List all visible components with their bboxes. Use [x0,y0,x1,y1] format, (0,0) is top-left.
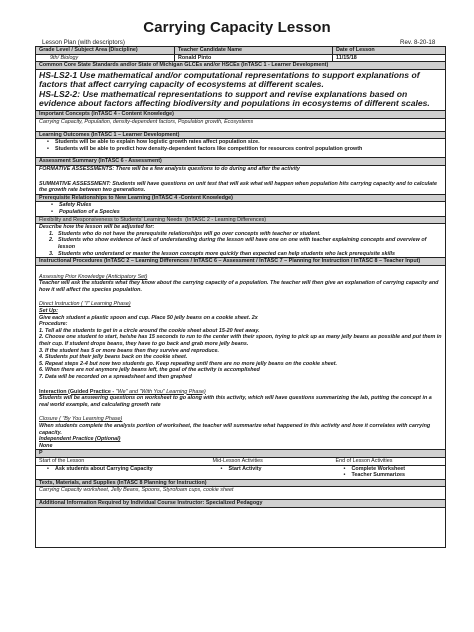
end-item: • Teacher Summarizes [344,472,443,479]
interaction-text: Students will be answering questions on worksheet to go along with this activity, which will have questions summarizing the lab, putting the concept in a real world example, and calculating growth rate [39,395,432,408]
flex-item-text: Students who understand or master the lesson concepts more quickly than expected can help students who lack prerequisite skills [58,250,396,257]
interaction-label-main: Interaction (Guided Practice - [39,388,116,395]
procedure-label: Procedure: [39,321,68,328]
mid-header: Mid-Lesson Activities [210,457,333,465]
standards-header: Common Core State Standards and/or State of Michigan GLCEs and/or HSCEs (InTASC 1 - Learner Development) [36,62,446,70]
flex-item [49,251,442,258]
concepts-header: Important Concepts (InTASC 4 - Content Knowledge) [36,111,446,119]
prereq-header: Prerequisite Relationships to New Learning (InTASC 4 -Content Knowledge) [36,194,446,202]
prereq-item: • Population of a Species [51,209,442,216]
materials-header: Texts, Materials, and Supplies (InTASC 8 Planning for Instruction) [36,479,446,487]
grade-header: Grade Level / Subject Area (Discipline) [36,47,175,55]
date-header: Date of Lesson [333,47,446,55]
p-row: P [36,450,446,458]
standards-cell [36,69,446,111]
closure-text: When students complete the analysis portion of worksheet, the teacher will summarize what happened in this activity and how it correlates with carrying capacity. [39,422,431,436]
flex-header-main: Flexibility and Responsiveness to Students' Learning Needs [39,216,183,223]
flex-item-text: Students who do not have the prerequisite relationships will go over concepts with teacher or student. [58,230,321,237]
closure-label: Closure ( "By You Learning Phase) [39,416,123,423]
flex-item [49,231,442,238]
prior-knowledge-text: Teacher will ask the students what they know about the carrying capacity of a population. The teacher will then give an explanation of carrying capacity and how it will affect the species population. [39,280,439,293]
outcomes-cell [36,139,446,158]
procedures-header: Instructional Procedures (InTASC 2 – Learning Differences / InTASC 6 – Assessment / InTASC 7 – Planning for Instruction / InTASC 8 – Teacher Input) [36,258,446,266]
direct-instruction-label: Direct Instruction ( "I" Learning Phase) [39,301,131,308]
flex-item-number: 2. [49,237,54,244]
start-item: • Ask students about Carrying Capacity [47,466,172,473]
start-header: Start of the Lesson [36,457,175,465]
revision-label: Rev. 8-20-18 [400,39,436,46]
flex-intro: Describe how the lesson will be adjusted for: [39,224,155,231]
prereq-item: • Safety Rules [51,202,442,209]
interaction-label-phase: "We" and "With You" Learning Phase) [115,388,206,395]
activities-header-row [36,457,446,465]
additional-info-header: Additional Information Required by Individual Course Instructor: Specialized Pedagogy [36,499,446,507]
materials-text: Carrying Capacity worksheet, Jelly Beans, Spoons, Styrofoam cups, cookie sheet [39,487,234,494]
date-value: 11/15/18 [333,54,446,62]
procedure-step: 4. Students put their jelly beans back on the cookie sheet. [39,354,188,361]
prereq-cell [36,202,446,216]
interaction-label [39,389,442,396]
procedure-step: 1. Tell all the students to get in a circle around the cookie sheet about 15-20 feet away. [39,327,260,334]
outcome-item: • Students will be able to explain how logistic growth rates affect population size. [47,139,442,146]
outcome-item: • Students will be able to predict how density-dependent factors like competition for resources control population growth [47,146,442,153]
assessment-cell [36,165,446,194]
flex-cell [36,224,446,258]
mid-item: • Start Activity [221,466,330,473]
flex-item [49,237,442,250]
setup-label: Set Up: [39,308,58,315]
header-row [36,47,446,55]
end-item: • Complete Worksheet [344,466,443,473]
summative-assessment: SUMMATIVE ASSESSMENT: Students will have questions on unit test that will ask what will happen when population hits carrying capacity and to calculate the growth rate between two generations. [39,180,437,194]
materials-cell [36,487,446,500]
lesson-plan-label: Lesson Plan (with descriptors) [42,39,125,46]
prior-knowledge-label: Assessing Prior Knowledge (Anticipatory Set) [39,273,148,280]
concepts-cell [36,119,446,132]
flex-item-number: 3. [49,250,54,257]
flex-header-intasc: (InTASC 2 - Learning Differences) [185,216,267,223]
flex-item-text: Students who show evidence of lack of understanding during the lesson will have one on one with teacher explaining concepts and overview of lesson [58,237,427,250]
standard-hs-ls2-2: HS-LS2-2: Use mathematical representations to support and revise explanations based on evidence about factors affecting biodiversity and populations in ecosystems of different scales. [39,88,430,108]
header-values-row [36,54,446,62]
standard-hs-ls2-1: HS-LS2-1 Use mathematical and/or computational representations to support explanations of factors that affect carrying capacity of ecosystems at different scales. [39,69,420,90]
procedure-step: 5. Repeat steps 2-4 but now two students go. Keep repeating until there are no more jelly beans on the cookie sheet. [39,360,338,367]
flex-item-number: 1. [49,230,54,237]
setup-text: Give each student a plastic spoon and cup. Place 50 jelly beans on a cookie sheet. 2x [39,314,258,321]
procedure-step: 3. If the student has 5 or more beans then they survive and reproduce. [39,347,220,354]
flex-header [36,216,446,224]
independent-practice-label: Independent Practice (Optional) [39,436,121,443]
activities-row [36,465,446,479]
lesson-plan-table [35,46,446,548]
concepts-text: Carrying Capacity, Population, density-dependent factors, Population growth, Ecosystems [39,119,254,125]
end-header: End of Lesson Activities [333,457,446,465]
grade-value: 9th/ Biology [36,54,175,62]
formative-assessment: FORMATIVE ASSESSMENTS: There will be a few analysis questions to do during and after the activity [39,165,300,172]
procedure-step: 2. Choose one student to start, he/she has 15 seconds to run to the center with their spoon, trying to pick up as many jelly beans as possible and put them in their cup. If student drops beans, they have to go back and grab more jelly beans. [39,334,442,348]
procedures-cell [36,265,446,450]
additional-info-cell [36,507,446,547]
independent-practice-text: None [39,442,53,449]
outcomes-header: Learning Outcomes (InTASC 1 – Learner Development) [36,131,446,139]
procedure-step: 6. When there are not anymore jelly beans left, the goal of the activity is accomplished [39,367,260,374]
procedure-step: 7. Data will be recorded on a spreadsheet and then graphed [39,374,192,380]
teacher-value: Ronald Pinto [175,54,333,62]
page-title: Carrying Capacity Lesson [143,19,331,36]
assessment-header: Assessment Summary (InTASC 6 - Assessment) [36,158,446,166]
teacher-header: Teacher Candidate Name [175,47,333,55]
